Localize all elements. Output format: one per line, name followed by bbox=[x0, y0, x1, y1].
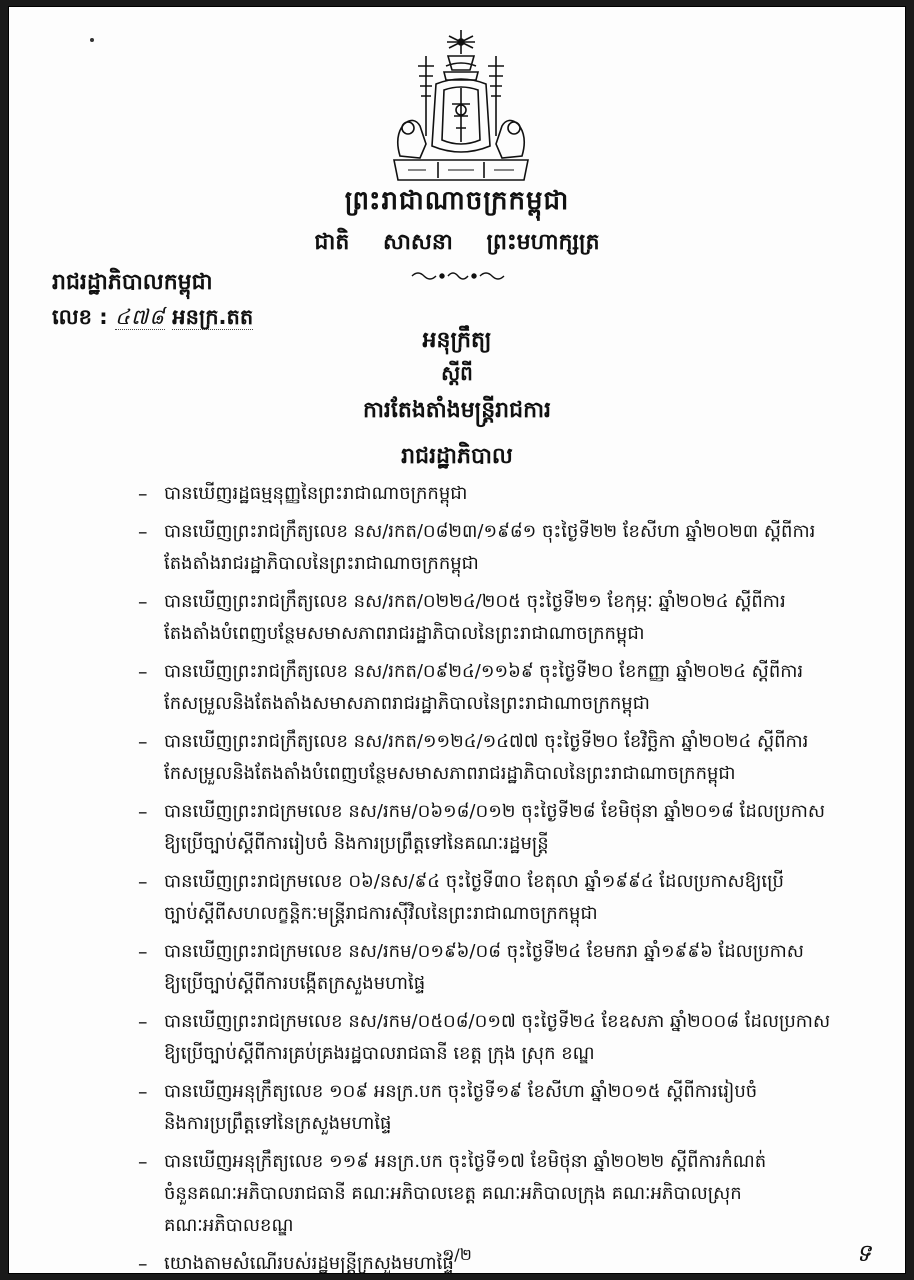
list-item bbox=[138, 586, 868, 650]
dash-bullet: – bbox=[138, 591, 148, 613]
number-label: លេខ : bbox=[52, 305, 108, 329]
dash-bullet: – bbox=[138, 731, 148, 753]
scan-speck bbox=[90, 38, 94, 42]
about-label: ស្តីពី bbox=[441, 361, 473, 385]
recital-line: បានឃើញព្រះរាជក្រឹត្យលេខ នស/រកត/០២២៤/២០៥ ចុះថ្ងៃទី២១ ខែកុម្ភៈ ឆ្នាំ២០២៤ ស្តីពីការ bbox=[164, 591, 786, 612]
list-item bbox=[138, 796, 868, 860]
national-motto: ជាតិ សាសនា ព្រះមហាក្សត្រ bbox=[314, 230, 600, 255]
recital-line: ឱ្យប្រើច្បាប់ស្តីពីការរៀបចំ និងការប្រព្រឹត្តទៅនៃគណៈរដ្ឋមន្ត្រី bbox=[164, 833, 549, 854]
government-name: រាជរដ្ឋាភិបាលកម្ពុជា bbox=[52, 270, 213, 295]
recital-line: បានឃើញព្រះរាជក្រមលេខ នស/រកម/០១៩៦/០៨ ចុះថ្ងៃទី២៤ ខែមករា ឆ្នាំ១៩៩៦ ដែលប្រកាស bbox=[164, 941, 804, 962]
issuing-body: រាជរដ្ឋាភិបាល bbox=[401, 444, 513, 469]
recital-line: ចំនួនគណៈអភិបាលរាជធានី គណៈអភិបាលខេត្ត គណៈអភិបាលក្រុង គណៈអភិបាលស្រុក bbox=[164, 1183, 742, 1204]
dash-bullet: – bbox=[138, 1151, 148, 1173]
list-item bbox=[138, 1006, 868, 1070]
list-item bbox=[138, 516, 868, 580]
recital-line: ច្បាប់ស្តីពីសហលក្ខន្តិកៈមន្ត្រីរាជការស៊ីវិលនៃព្រះរាជាណាចក្រកម្ពុជា bbox=[164, 903, 598, 924]
recital-line: ឱ្យប្រើច្បាប់ស្តីពីការគ្រប់គ្រងរដ្ឋបាលរាជធានី ខេត្ត ក្រុង ស្រុក ខណ្ឌ bbox=[164, 1043, 595, 1064]
dash-bullet: – bbox=[138, 661, 148, 683]
list-item bbox=[138, 726, 868, 790]
list-item bbox=[138, 478, 868, 510]
recital-line: បានឃើញព្រះរាជក្រឹត្យលេខ នស/រកត/០៩២៤/១១៦៩ ចុះថ្ងៃទី២០ ខែកញ្ញា ឆ្នាំ២០២៤ ស្តីពីការ bbox=[164, 661, 804, 682]
recital-line: កែសម្រួលនិងតែងតាំងបំពេញបន្ថែមសមាសភាពរាជរដ្ឋាភិបាលនៃព្រះរាជាណាចក្រកម្ពុជា bbox=[164, 763, 736, 784]
recital-line: តែងតាំងបំពេញបន្ថែមសមាសភាពរាជរដ្ឋាភិបាលនៃព្រះរាជាណាចក្រកម្ពុជា bbox=[164, 623, 645, 644]
number-suffix: អនក្រ.តត bbox=[172, 305, 254, 329]
recital-line: គណៈអភិបាលខណ្ឌ bbox=[164, 1215, 294, 1236]
recital-line: បានឃើញរដ្ឋធម្មនុញ្ញនៃព្រះរាជាណាចក្រកម្ពុជា bbox=[164, 483, 468, 504]
list-item bbox=[138, 936, 868, 1000]
dash-bullet: – bbox=[138, 871, 148, 893]
royal-arms-icon bbox=[386, 26, 536, 186]
list-item bbox=[138, 866, 868, 930]
handwritten-initials: ទ bbox=[856, 1239, 872, 1267]
recital-line: កែសម្រួលនិងតែងតាំងសមាសភាពរាជរដ្ឋាភិបាលនៃព្រះរាជាណាចក្រកម្ពុជា bbox=[164, 693, 650, 714]
recital-line: បានឃើញអនុក្រឹត្យលេខ ១១៩ អនក្រ.បក ចុះថ្ងៃទី១៧ ខែមិថុនា ឆ្នាំ២០២២ ស្តីពីការកំណត់ bbox=[164, 1151, 767, 1172]
list-item bbox=[138, 656, 868, 720]
kingdom-title: ព្រះរាជាណាចក្រកម្ពុជា bbox=[344, 186, 570, 216]
recital-line: បានឃើញព្រះរាជក្រឹត្យលេខ នស/រកត/០៨២៣/១៩៨១ ចុះថ្ងៃទី២២ ខែសីហា ឆ្នាំ២០២៣ ស្តីពីការ bbox=[164, 521, 816, 542]
dash-bullet: – bbox=[138, 483, 148, 505]
recital-line: ឱ្យប្រើច្បាប់ស្តីពីការបង្កើតក្រសួងមហាផ្ទៃ bbox=[164, 973, 426, 994]
recital-line: បានឃើញព្រះរាជក្រមលេខ ០៦/នស/៩៤ ចុះថ្ងៃទី៣០ ខែតុលា ឆ្នាំ១៩៩៤ ដែលប្រកាសឱ្យប្រើ bbox=[164, 871, 784, 892]
crown-star-icon bbox=[447, 30, 475, 54]
list-item bbox=[138, 1076, 868, 1140]
recital-line: និងការប្រព្រឹត្តទៅនៃក្រសួងមហាផ្ទៃ bbox=[164, 1113, 392, 1134]
dash-bullet: – bbox=[138, 1253, 148, 1274]
dash-bullet: – bbox=[138, 1081, 148, 1103]
number-value: ៤៧៨ bbox=[115, 305, 165, 329]
recital-line: យោងតាមសំណើរបស់រដ្ឋមន្ត្រីក្រសួងមហាផ្ទៃ bbox=[164, 1253, 454, 1274]
recital-line: បានឃើញព្រះរាជក្រឹត្យលេខ នស/រកត/១១២៤/១៤៧៧ ចុះថ្ងៃទី២០ ខែវិច្ឆិកា ឆ្នាំ២០២៤ ស្តីពីការ bbox=[164, 731, 809, 752]
dash-bullet: – bbox=[138, 941, 148, 963]
document-page bbox=[8, 6, 906, 1274]
divider-ornament-icon bbox=[408, 268, 508, 284]
recital-line: បានឃើញព្រះរាជក្រមលេខ នស/រកម/០៦១៨/០១២ ចុះថ្ងៃទី២៨ ខែមិថុនា ឆ្នាំ២០១៨ ដែលប្រកាស bbox=[164, 801, 825, 822]
list-item bbox=[138, 1146, 868, 1242]
recital-line: តែងតាំងរាជរដ្ឋាភិបាលនៃព្រះរាជាណាចក្រកម្ពុជា bbox=[164, 553, 479, 574]
document-subject: ការតែងតាំងមន្ត្រីរាជការ bbox=[362, 398, 552, 423]
page-number: ១/២ bbox=[442, 1245, 472, 1264]
recital-line: បានឃើញព្រះរាជក្រមលេខ នស/រកម/០៥០៨/០១៧ ចុះថ្ងៃទី២៤ ខែឧសភា ឆ្នាំ២០០៨ ដែលប្រកាស bbox=[164, 1011, 831, 1032]
dash-bullet: – bbox=[138, 521, 148, 543]
recital-line: បានឃើញអនុក្រឹត្យលេខ ១០៩ អនក្រ.បក ចុះថ្ងៃទី១៩ ខែសីហា ឆ្នាំ២០១៥ ស្តីពីការរៀបចំ bbox=[164, 1081, 758, 1102]
dash-bullet: – bbox=[138, 1011, 148, 1033]
document-type: អនុក្រឹត្យ bbox=[422, 328, 492, 353]
dash-bullet: – bbox=[138, 801, 148, 823]
recitals-list bbox=[138, 478, 868, 1274]
